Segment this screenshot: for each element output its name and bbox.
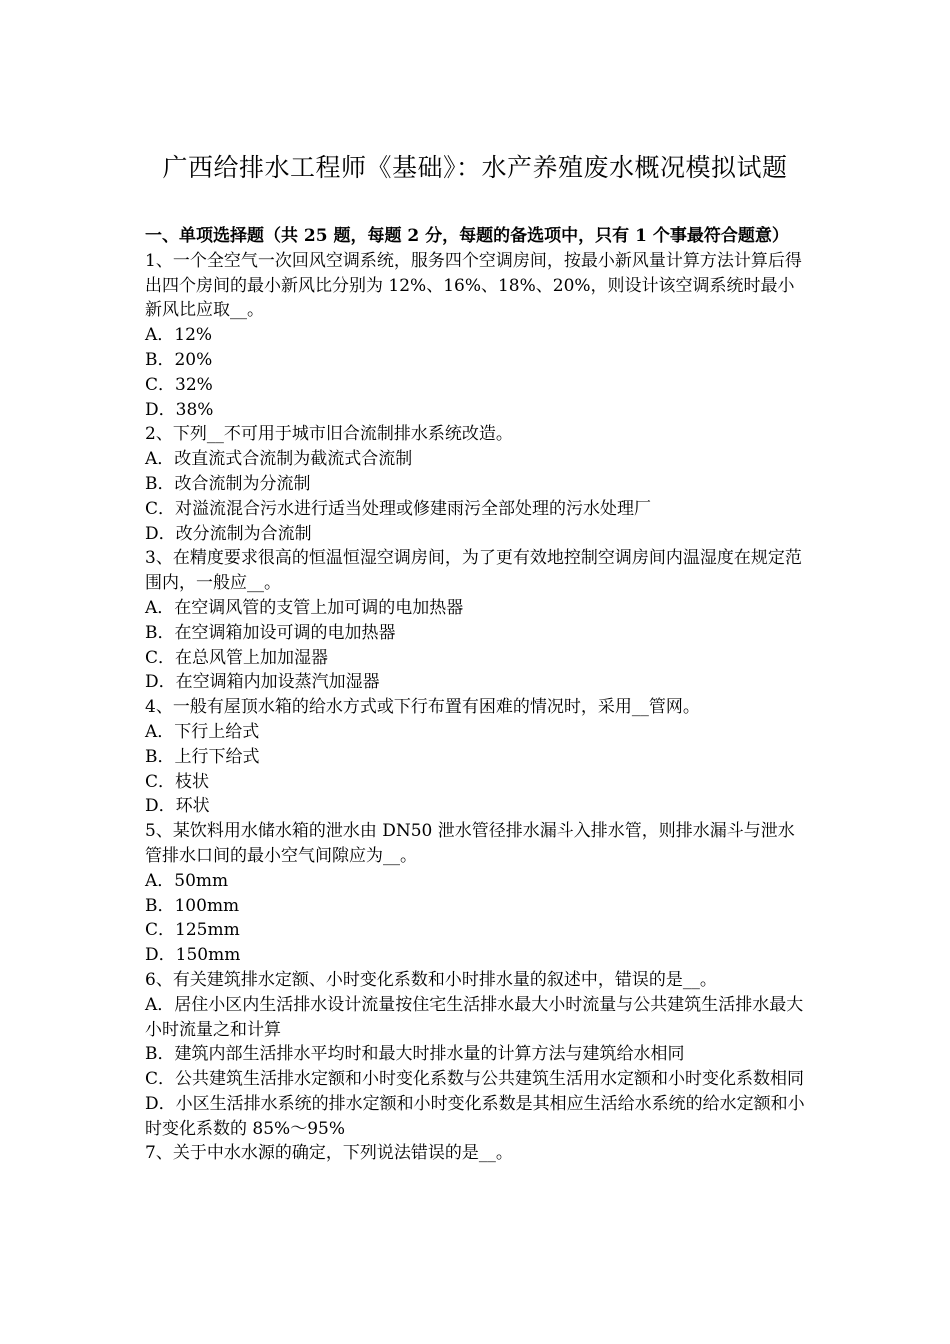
option-c: C．对溢流混合污水进行适当处理或修建雨污全部处理的污水处理厂 [145, 498, 652, 519]
option-list [145, 993, 810, 1142]
option-c: C．32% [145, 374, 213, 395]
question-4 [145, 695, 810, 819]
option-list [145, 596, 810, 695]
question-text: 1、一个全空气一次回风空调系统，服务四个空调房间，按最小新风量计算方法计算后得出四个房间的最小新风比分别为 12%、16%、18%、20%，则设计该空调系统时最小新风比应取__。 [145, 250, 802, 321]
option-c: C．公共建筑生活排水定额和小时变化系数与公共建筑生活用水定额和小时变化系数相同 [145, 1069, 805, 1090]
question-6 [145, 968, 810, 1142]
option-b: B．在空调箱加设可调的电加热器 [145, 622, 396, 643]
option-d: D．小区生活排水系统的排水定额和小时变化系数是其相应生活给水系统的给水定额和小时变化系数的 85%～95% [145, 1093, 805, 1139]
question-text: 7、关于中水水源的确定，下列说法错误的是__。 [145, 1143, 513, 1164]
document-body [145, 224, 810, 1166]
option-list [145, 447, 810, 546]
option-b: B．建筑内部生活排水平均时和最大时排水量的计算方法与建筑给水相同 [145, 1044, 685, 1065]
question-text: 4、一般有屋顶水箱的给水方式或下行布置有困难的情况时，采用__管网。 [145, 697, 700, 718]
option-d: D．环状 [145, 796, 210, 817]
option-a: A．12% [145, 325, 213, 346]
option-d: D．38% [145, 399, 214, 420]
option-a: A．在空调风管的支管上加可调的电加热器 [145, 597, 464, 618]
question-3 [145, 546, 810, 695]
option-b: B．100mm [145, 895, 240, 916]
question-text: 5、某饮料用水储水箱的泄水由 DN50 泄水管径排水漏斗入排水管，则排水漏斗与泄水管排水口间的最小空气间隙应为__。 [145, 821, 795, 866]
option-a: A．50mm [145, 870, 229, 891]
question-5 [145, 819, 810, 968]
option-a: A．下行上给式 [145, 721, 260, 742]
question-text: 6、有关建筑排水定额、小时变化系数和小时排水量的叙述中，错误的是__。 [145, 969, 717, 990]
option-a: A．改直流式合流制为截流式合流制 [145, 449, 413, 470]
section-heading: 一、单项选择题（共 25 题，每题 2 分，每题的备选项中，只有 1 个事最符合题意） [145, 226, 789, 246]
option-b: B．上行下给式 [145, 746, 260, 767]
option-d: D．在空调箱内加设蒸汽加湿器 [145, 672, 380, 693]
option-list [145, 869, 810, 968]
question-text: 3、在精度要求很高的恒温恒湿空调房间，为了更有效地控制空调房间内温湿度在规定范围内，一般应__。 [145, 548, 802, 594]
question-text: 2、下列__不可用于城市旧合流制排水系统改造。 [145, 424, 513, 445]
option-c: C．125mm [145, 920, 240, 941]
option-d: D．改分流制为合流制 [145, 523, 312, 544]
option-b: B．改合流制为分流制 [145, 473, 311, 494]
option-list [145, 323, 810, 422]
question-1 [145, 249, 810, 423]
document-title: 广西给排水工程师《基础》：水产养殖废水概况模拟试题 [162, 153, 788, 182]
option-list [145, 720, 810, 819]
option-a: A．居住小区内生活排水设计流量按住宅生活排水最大小时流量与公共建筑生活排水最大小时流量之和计算 [145, 994, 804, 1040]
option-c: C．枝状 [145, 771, 210, 792]
question-2 [145, 422, 810, 546]
option-b: B．20% [145, 349, 213, 370]
option-c: C．在总风管上加加湿器 [145, 647, 329, 668]
option-d: D．150mm [145, 945, 241, 966]
question-7 [145, 1141, 810, 1166]
